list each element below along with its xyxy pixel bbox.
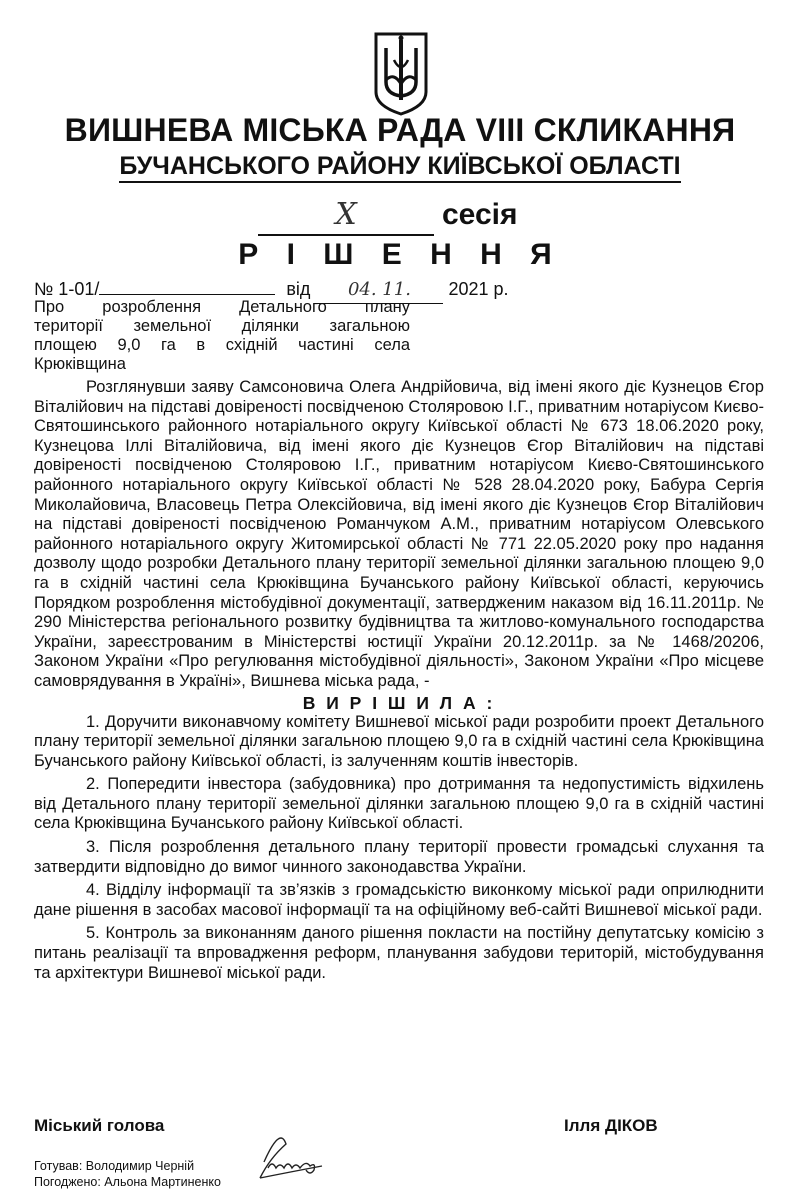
decision-item: 3. Після розроблення детального плану території провести громадські слухання та затвердити відповідно до вимог чинного законодавства України. — [34, 838, 764, 876]
decision-subject — [34, 298, 410, 374]
handwritten-signature — [250, 1122, 330, 1194]
decision-item: 5. Контроль за виконанням даного рішення покласти на постійну депутатську комісію з питань реалізації та впровадження реформ, планування забудови територій, містобудування та архітектури Вишневої міської ради. — [34, 924, 764, 982]
document-footer — [34, 1158, 221, 1190]
mayor-name: Ілля ДІКОВ — [564, 1116, 658, 1135]
decision-items — [34, 713, 764, 984]
decision-date-handwritten: 04. 11. — [315, 277, 443, 304]
district-subtitle: БУЧАНСЬКОГО РАЙОНУ КИЇВСЬКОЇ ОБЛАСТІ — [0, 150, 800, 182]
decision-item: 2. Попередити інвестора (забудовника) про дотримання та недопустимість відхилень від Детального плану території земельної ділянки загальною площею 9,0 га в східній частині села Крюківщина Бучанського району Київської області. — [34, 775, 764, 833]
decision-item: 4. Відділу інформації та зв’язків з громадськістю виконкому міської ради оприлюднити дане рішення в засобах масової інформації та на офіційному веб-сайті Вишневої міської ради. — [34, 881, 764, 919]
session-number-handwritten: X — [258, 196, 434, 236]
decision-body — [34, 378, 764, 987]
council-title: ВИШНЕВА МІСЬКА РАДА VIII СКЛИКАННЯ — [64, 112, 736, 148]
session-line — [258, 196, 518, 236]
ukraine-trident-emblem-icon — [372, 30, 430, 116]
subject-line: Крюківщина — [34, 355, 126, 373]
decision-number-blank — [99, 276, 275, 295]
subject-line: Про розроблення Детального плану — [34, 298, 410, 316]
preamble-paragraph: Розглянувши заяву Самсоновича Олега Андрійовича, від імені якого діє Кузнецов Єгор Віталійович на підставі довіреності посвідченою Столяровою І.Г., приватним нотаріусом Києво-Святошинського районного нотаріального округу Київської області № 673 18.06.2020 року, Кузнецова Іллі Віталійовича, від імені якого діє Кузнецов Єгор Віталійович на підставі довіреності посвідченою Столяровою І.Г., приватним нотаріусом Києво-Святошинського районного нотаріального округу Київської області № 528 28.04.2020 року, Бабура Сергія Миколайовича, Власовець Петра Олексійовича, від імені якого діє Кузнецов Єгор Віталійович на підставі довіреності посвідченою Романчуком А.М., приватним нотаріусом Олевського районного нотаріального округу Житомирської області № 771 22.05.2020 року про надання дозволу щодо розробки Детального плану території земельної ділянки загальною площею 9,0 га в східній частині села Крюківщина Бучанського району Київської області, керуючись Порядком розроблення містобудівної документації, затвердженим наказом від 16.11.2011р. № 290 Міністерства регіонального розвитку будівництва та житлово-комунального господарства України, зареєстрованим в Міністерстві юстиції України 20.12.2011р. за № 1468/20206, Законом України «Про регулювання містобудівної діяльності», Законом України «Про місцеве самоврядування в Україні», Вишнева міська рада, - — [34, 378, 764, 690]
decision-item: 1. Доручити виконавчому комітету Вишневої міської ради розробити проект Детального плану території земельної ділянки загальною площею 9,0 га в східній частині села Крюківщина Бучанського району Київської області, із залученням коштів інвесторів. — [34, 712, 764, 770]
resolved-heading: В И Р І Ш И Л А : — [302, 692, 496, 713]
decision-title: Р І Ш Е Н Н Я — [238, 238, 562, 271]
date-from-label: від — [286, 279, 311, 299]
subject-line: території земельної ділянки загальною — [34, 317, 410, 335]
decision-number-prefix: № 1-01/ — [34, 279, 100, 299]
agreed-by: Погоджено: Альона Мартиненко — [34, 1175, 221, 1189]
session-label: сесія — [442, 198, 518, 231]
mayor-position: Міський голова — [34, 1116, 165, 1135]
decision-year: 2021 р. — [448, 279, 509, 299]
subject-line: площею 9,0 га в східній частині села — [34, 336, 410, 354]
prepared-by: Готував: Володимир Черній — [34, 1159, 195, 1173]
signature-row — [34, 1116, 674, 1136]
